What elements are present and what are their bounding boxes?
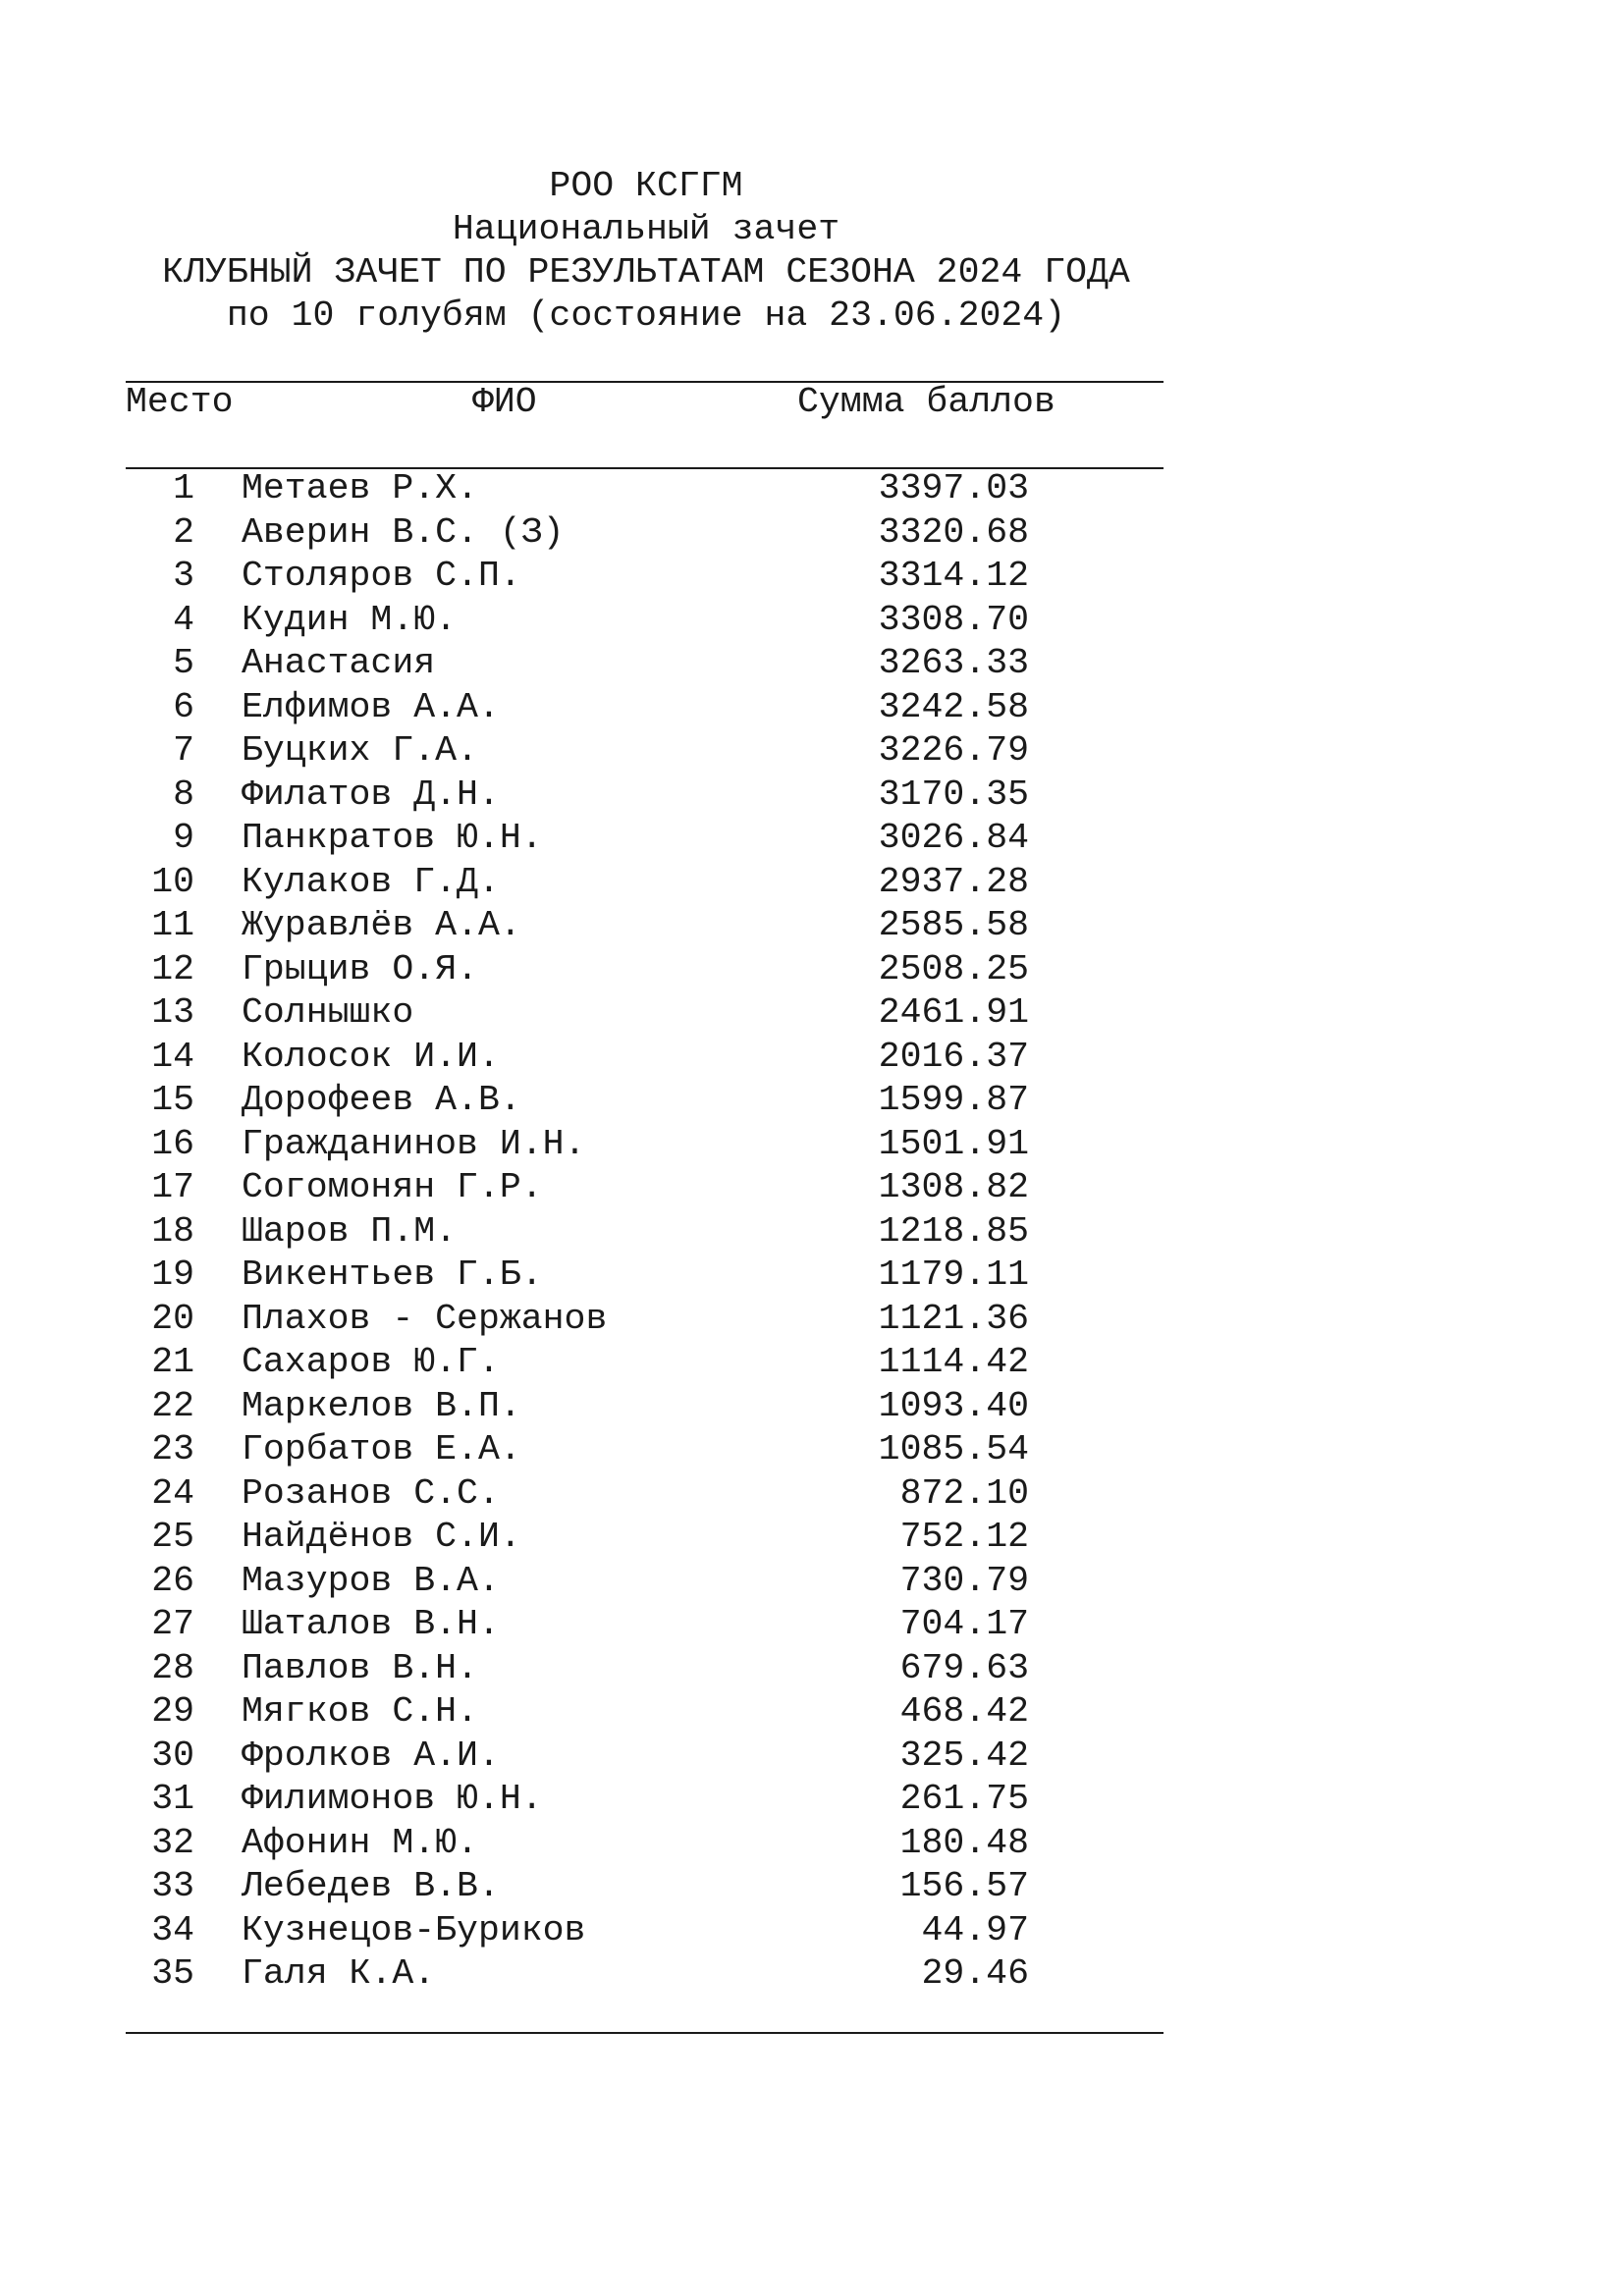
- place-cell: 34: [151, 1909, 194, 1950]
- place-cell: 30: [151, 1735, 194, 1776]
- table-row: [126, 1166, 1166, 1210]
- table-row: [126, 686, 1166, 730]
- score-cell: 2508.25: [878, 948, 1029, 989]
- name-cell: Шаталов В.Н.: [242, 1604, 500, 1644]
- score-cell: 752.12: [899, 1517, 1029, 1557]
- name-cell: Журавлёв А.А.: [242, 905, 521, 945]
- table-row: [126, 1822, 1166, 1866]
- place-cell: 12: [151, 948, 194, 989]
- name-cell: Колосок И.И.: [242, 1036, 500, 1077]
- score-cell: 156.57: [899, 1866, 1029, 1906]
- column-header-score: Сумма баллов: [797, 382, 1056, 422]
- name-cell: Афонин М.Ю.: [242, 1822, 478, 1863]
- table-row: [126, 817, 1166, 861]
- place-cell: 16: [151, 1123, 194, 1164]
- place-cell: 17: [151, 1167, 194, 1207]
- place-cell: 6: [173, 686, 194, 727]
- name-cell: Фролков А.И.: [242, 1735, 500, 1776]
- table-row: [126, 1516, 1166, 1560]
- document-subtitle: по 10 голубям (состояние на 23.06.2024): [226, 295, 1066, 336]
- name-cell: Елфимов А.А.: [242, 686, 500, 727]
- table-row: [126, 1778, 1166, 1822]
- org-name: РОО КСГГМ: [549, 166, 743, 206]
- place-cell: 23: [151, 1429, 194, 1469]
- table-row: [126, 991, 1166, 1036]
- place-cell: 24: [151, 1472, 194, 1514]
- place-cell: 20: [151, 1298, 194, 1339]
- place-cell: 31: [151, 1779, 194, 1819]
- table-row: [126, 948, 1166, 992]
- table-row: [126, 1428, 1166, 1472]
- name-cell: Грыцив О.Я.: [242, 948, 478, 989]
- score-cell: 3320.68: [878, 511, 1029, 553]
- score-cell: 325.42: [899, 1735, 1029, 1776]
- place-cell: 29: [151, 1691, 194, 1732]
- name-cell: Панкратов Ю.Н.: [242, 818, 543, 858]
- name-cell: Аверин В.С. (З): [242, 511, 565, 553]
- score-cell: 3397.03: [878, 468, 1029, 508]
- table-row: [126, 599, 1166, 643]
- name-cell: Гражданинов И.Н.: [242, 1123, 586, 1164]
- score-cell: 730.79: [899, 1560, 1029, 1601]
- place-cell: 26: [151, 1560, 194, 1601]
- table-row: [126, 467, 1166, 511]
- name-cell: Кудин М.Ю.: [242, 599, 458, 640]
- table-row: [126, 1472, 1166, 1517]
- place-cell: 3: [173, 556, 194, 596]
- name-cell: Столяров С.П.: [242, 556, 521, 596]
- place-cell: 25: [151, 1517, 194, 1557]
- score-cell: 704.17: [899, 1604, 1029, 1644]
- name-cell: Буцких Г.А.: [242, 730, 478, 771]
- score-cell: 180.48: [899, 1822, 1029, 1863]
- score-cell: 1501.91: [878, 1123, 1029, 1164]
- place-cell: 21: [151, 1342, 194, 1382]
- results-table: [126, 467, 1166, 1997]
- table-row: [126, 1865, 1166, 1909]
- place-cell: 15: [151, 1080, 194, 1120]
- place-cell: 14: [151, 1036, 194, 1077]
- name-cell: Филатов Д.Н.: [242, 774, 500, 815]
- name-cell: Викентьев Г.Б.: [242, 1255, 543, 1295]
- name-cell: Филимонов Ю.Н.: [242, 1779, 543, 1819]
- score-cell: 1085.54: [878, 1429, 1029, 1469]
- score-cell: 29.46: [921, 1953, 1029, 1994]
- place-cell: 22: [151, 1385, 194, 1426]
- place-cell: 4: [173, 599, 194, 640]
- competition-name: Национальный зачет: [452, 209, 840, 249]
- name-cell: Мягков С.Н.: [242, 1691, 478, 1732]
- place-cell: 2: [173, 511, 194, 553]
- score-cell: 3314.12: [878, 556, 1029, 596]
- table-row: [126, 642, 1166, 686]
- place-cell: 5: [173, 643, 194, 683]
- place-cell: 1: [173, 468, 194, 508]
- name-cell: Горбатов Е.А.: [242, 1429, 521, 1469]
- table-row: [126, 1036, 1166, 1080]
- table-row: [126, 511, 1166, 556]
- table-row: [126, 1909, 1166, 1953]
- place-cell: 8: [173, 774, 194, 815]
- score-cell: 468.42: [899, 1691, 1029, 1732]
- name-cell: Маркелов В.П.: [242, 1385, 521, 1426]
- name-cell: Розанов С.С.: [242, 1472, 500, 1514]
- score-cell: 3308.70: [878, 599, 1029, 640]
- place-cell: 35: [151, 1953, 194, 1994]
- score-cell: 3263.33: [878, 643, 1029, 683]
- score-cell: 3170.35: [878, 774, 1029, 815]
- place-cell: 19: [151, 1255, 194, 1295]
- bottom-rule: [126, 2032, 1164, 2034]
- table-row: [126, 1123, 1166, 1167]
- table-row: [126, 555, 1166, 599]
- score-cell: 261.75: [899, 1779, 1029, 1819]
- score-cell: 1179.11: [878, 1255, 1029, 1295]
- place-cell: 9: [173, 818, 194, 858]
- place-cell: 33: [151, 1866, 194, 1906]
- name-cell: Сахаров Ю.Г.: [242, 1342, 500, 1382]
- column-header-name: ФИО: [472, 382, 537, 422]
- name-cell: Плахов - Сержанов: [242, 1298, 608, 1339]
- table-row: [126, 1603, 1166, 1647]
- score-cell: 2016.37: [878, 1036, 1029, 1077]
- name-cell: Галя К.А.: [242, 1953, 436, 1994]
- score-cell: 872.10: [899, 1472, 1029, 1514]
- score-cell: 1599.87: [878, 1080, 1029, 1120]
- score-cell: 1121.36: [878, 1298, 1029, 1339]
- table-row: [126, 1385, 1166, 1429]
- score-cell: 1308.82: [878, 1167, 1029, 1207]
- name-cell: Анастасия: [242, 643, 436, 683]
- name-cell: Кузнецов-Буриков: [242, 1909, 586, 1950]
- name-cell: Метаев Р.Х.: [242, 468, 478, 508]
- place-cell: 28: [151, 1647, 194, 1688]
- name-cell: Лебедев В.В.: [242, 1866, 500, 1906]
- place-cell: 11: [151, 905, 194, 945]
- score-cell: 3026.84: [878, 818, 1029, 858]
- score-cell: 3242.58: [878, 686, 1029, 727]
- table-row: [126, 1298, 1166, 1342]
- score-cell: 3226.79: [878, 730, 1029, 771]
- table-row: [126, 729, 1166, 774]
- place-cell: 18: [151, 1210, 194, 1252]
- place-cell: 7: [173, 730, 194, 771]
- name-cell: Дорофеев А.В.: [242, 1080, 521, 1120]
- table-row: [126, 1210, 1166, 1255]
- place-cell: 13: [151, 992, 194, 1033]
- score-cell: 1093.40: [878, 1385, 1029, 1426]
- table-row: [126, 1341, 1166, 1385]
- table-row: [126, 1647, 1166, 1691]
- score-cell: 1114.42: [878, 1342, 1029, 1382]
- place-cell: 27: [151, 1604, 194, 1644]
- score-cell: 1218.85: [878, 1210, 1029, 1252]
- table-row: [126, 1690, 1166, 1735]
- table-row: [126, 774, 1166, 818]
- table-row: [126, 904, 1166, 948]
- score-cell: 2937.28: [878, 861, 1029, 902]
- table-row: [126, 1735, 1166, 1779]
- name-cell: Мазуров В.А.: [242, 1560, 500, 1601]
- column-header-place: Место: [126, 382, 234, 422]
- score-cell: 44.97: [921, 1909, 1029, 1950]
- table-row: [126, 1254, 1166, 1298]
- score-cell: 2461.91: [878, 992, 1029, 1033]
- score-cell: 679.63: [899, 1647, 1029, 1688]
- table-row: [126, 1560, 1166, 1604]
- name-cell: Павлов В.Н.: [242, 1647, 478, 1688]
- name-cell: Найдёнов С.И.: [242, 1517, 521, 1557]
- place-cell: 32: [151, 1822, 194, 1863]
- name-cell: Шаров П.М.: [242, 1210, 458, 1252]
- table-row: [126, 861, 1166, 905]
- document-title: КЛУБНЫЙ ЗАЧЕТ ПО РЕЗУЛЬТАТАМ СЕЗОНА 2024 ГОДА: [162, 252, 1130, 293]
- place-cell: 10: [151, 861, 194, 902]
- score-cell: 2585.58: [878, 905, 1029, 945]
- name-cell: Согомонян Г.Р.: [242, 1167, 543, 1207]
- table-row: [126, 1079, 1166, 1123]
- table-row: [126, 1952, 1166, 1997]
- name-cell: Солнышко: [242, 992, 414, 1033]
- name-cell: Кулаков Г.Д.: [242, 861, 500, 902]
